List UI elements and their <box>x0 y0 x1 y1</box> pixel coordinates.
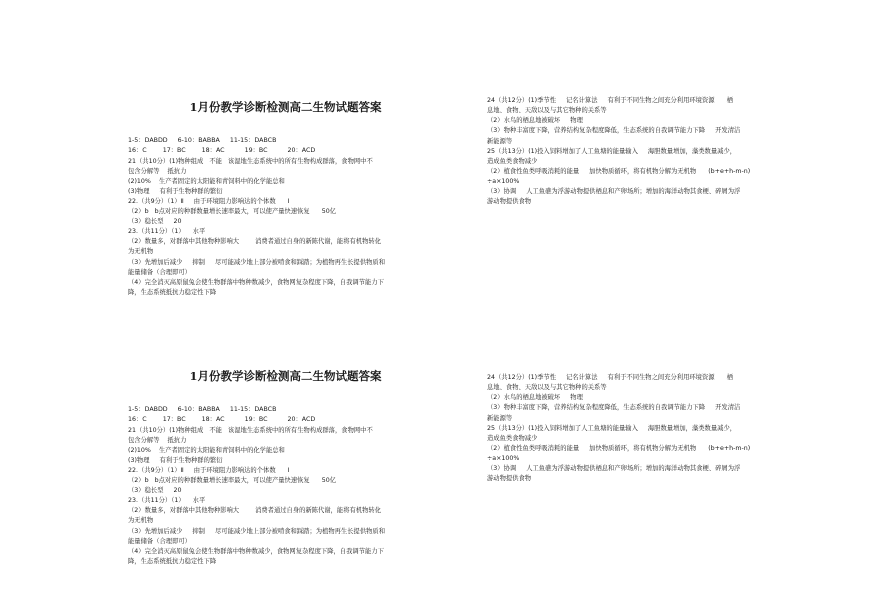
answer-line: (2)10% 生产者固定的太阳能和青饲料中的化学能总和 <box>128 177 285 185</box>
answer-line: 游动物提供食物 <box>487 198 532 206</box>
answer-sheet-top-right <box>487 76 802 217</box>
answer-sheet-top-left <box>128 80 443 308</box>
answer-line: (3)物理 有利于生物种群的繁衍 <box>128 187 223 195</box>
answer-line: 造成鱼类食物减少 <box>487 157 538 165</box>
answer-line: 24（共12分）(1)季节性 记名计算法 有利于不同生物之间充分利用环境资源 栖 <box>487 97 733 105</box>
answer-line: 25（共13分）(1)投入饲料增加了人工鱼塘的能量输入 海胆数量增加，藻类数量减少， <box>487 424 737 432</box>
answer-sheet-bottom-left <box>128 349 443 577</box>
answer-line: 16：C 17：BC 18：AC 19：BC 20：ACD <box>128 416 316 424</box>
answer-line: 22.（共9分）（1）Ⅱ 由于环境阻力影响达的个体数 Ⅰ <box>128 197 290 205</box>
answer-line: （4）完全消灭高原鼠兔会使生物群落中物种数减少，食物网复杂程度下降，自我调节能力下 <box>128 278 384 286</box>
answer-line: 新能源等 <box>487 414 513 422</box>
answer-line: 息地、食物、天敌以及与其它物种的关系等 <box>487 107 607 115</box>
answer-line: 降，生态系统抵抗力稳定性下降 <box>128 557 217 565</box>
answer-line: 24（共12分）(1)季节性 记名计算法 有利于不同生物之间充分利用环境资源 栖 <box>487 374 733 382</box>
answer-lines <box>487 96 802 207</box>
answer-line: （2）水鸟的栖息地被破坏 物理 <box>487 117 583 125</box>
answer-line: （4）完全消灭高原鼠兔会使生物群落中物种数减少，食物网复杂程度下降，自我调节能力下 <box>128 547 384 555</box>
answer-line: （2）植食性鱼类呼吸消耗的能量 加快物质循环，将有机物分解为无机物 (b+e+h-m-n) <box>487 444 751 452</box>
answer-lines <box>128 136 443 298</box>
answer-line: 降，生态系统抵抗力稳定性下降 <box>128 288 217 296</box>
answer-line: 游动物提供食物 <box>487 475 532 483</box>
answer-line: （3）协调 人工鱼礁为浮游动物提供栖息和产卵场所；增加的海洋动物其食梗、碎屑为浮 <box>487 465 741 473</box>
answer-lines <box>128 405 443 567</box>
answer-line: 21（共10分）(1)物种组成 不能 该湿地生态系统中的所有生物构成群落，食物网中不 <box>128 157 373 165</box>
answer-lines <box>487 373 802 484</box>
answer-line: 为无机物 <box>128 517 154 525</box>
answer-sheet-title: 1月份教学诊断检测高二生物试题答案 <box>189 100 382 115</box>
answer-line: ÷a×100% <box>487 177 520 185</box>
answer-line: 能量储备（合理即可） <box>128 268 191 276</box>
answer-line: （3）物种丰富度下降，营养结构复杂程度降低，生态系统的自我调节能力下降 开发清洁 <box>487 404 741 412</box>
answer-line: 包含分解等 抵抗力 <box>128 167 187 175</box>
answer-line: 新能源等 <box>487 137 513 145</box>
answer-line: （3）先增加后减少 抑制 尽可能减少地上部分被啃食和踩踏；为植物再生长提供物质和 <box>128 527 386 535</box>
answer-line: ÷a×100% <box>487 454 520 462</box>
answer-sheet-title: 1月份教学诊断检测高二生物试题答案 <box>189 369 382 384</box>
answer-line: (2)10% 生产者固定的太阳能和青饲料中的化学能总和 <box>128 446 285 454</box>
answer-line: （3）稳长型 20 <box>128 487 182 495</box>
answer-line: 25（共13分）(1)投入饲料增加了人工鱼塘的能量输入 海胆数量增加，藻类数量减少， <box>487 147 737 155</box>
answer-line: 能量储备（合理即可） <box>128 537 191 545</box>
answer-line: 23.（共11分）（1） 水平 <box>128 497 206 505</box>
answer-line: 23.（共11分）（1） 水平 <box>128 228 206 236</box>
answer-line: （2）b b点对应的种群数量增长速率最大，可以使产量快速恢复 50亿 <box>128 477 337 485</box>
answer-sheet-bottom-right <box>487 353 802 494</box>
answer-line: （3）先增加后减少 抑制 尽可能减少地上部分被啃食和踩踏；为植物再生长提供物质和 <box>128 258 386 266</box>
answer-line: 1-5：DABDD 6-10：BABBA 11-15：DABCB <box>128 137 277 145</box>
answer-line: （3）稳长型 20 <box>128 218 182 226</box>
answer-line: 21（共10分）(1)物种组成 不能 该湿地生态系统中的所有生物构成群落，食物网中不 <box>128 426 373 434</box>
answer-line: （2）植食性鱼类呼吸消耗的能量 加快物质循环，将有机物分解为无机物 (b+e+h-m-n) <box>487 167 751 175</box>
answer-line: （2）数量多，对群落中其他物种影响大 消费者通过自身的新陈代谢，能将有机物转化 <box>128 507 382 515</box>
answer-line: （2）数量多，对群落中其他物种影响大 消费者通过自身的新陈代谢，能将有机物转化 <box>128 238 382 246</box>
answer-line: （2）b b点对应的种群数量增长速率最大，可以使产量快速恢复 50亿 <box>128 208 337 216</box>
answer-line: 息地、食物、天敌以及与其它物种的关系等 <box>487 384 607 392</box>
answer-line: （3）物种丰富度下降，营养结构复杂程度降低，生态系统的自我调节能力下降 开发清洁 <box>487 127 741 135</box>
answer-line: 1-5：DABDD 6-10：BABBA 11-15：DABCB <box>128 406 277 414</box>
answer-line: （2）水鸟的栖息地被破坏 物理 <box>487 394 583 402</box>
answer-line: 包含分解等 抵抗力 <box>128 436 187 444</box>
answer-line: 为无机物 <box>128 248 154 256</box>
answer-line: （3）协调 人工鱼礁为浮游动物提供栖息和产卵场所；增加的海洋动物其食梗、碎屑为浮 <box>487 188 741 196</box>
answer-line: 造成鱼类食物减少 <box>487 434 538 442</box>
answer-line: 22.（共9分）（1）Ⅱ 由于环境阻力影响达的个体数 Ⅰ <box>128 466 290 474</box>
answer-line: 16：C 17：BC 18：AC 19：BC 20：ACD <box>128 147 316 155</box>
answer-line: (3)物理 有利于生物种群的繁衍 <box>128 456 223 464</box>
